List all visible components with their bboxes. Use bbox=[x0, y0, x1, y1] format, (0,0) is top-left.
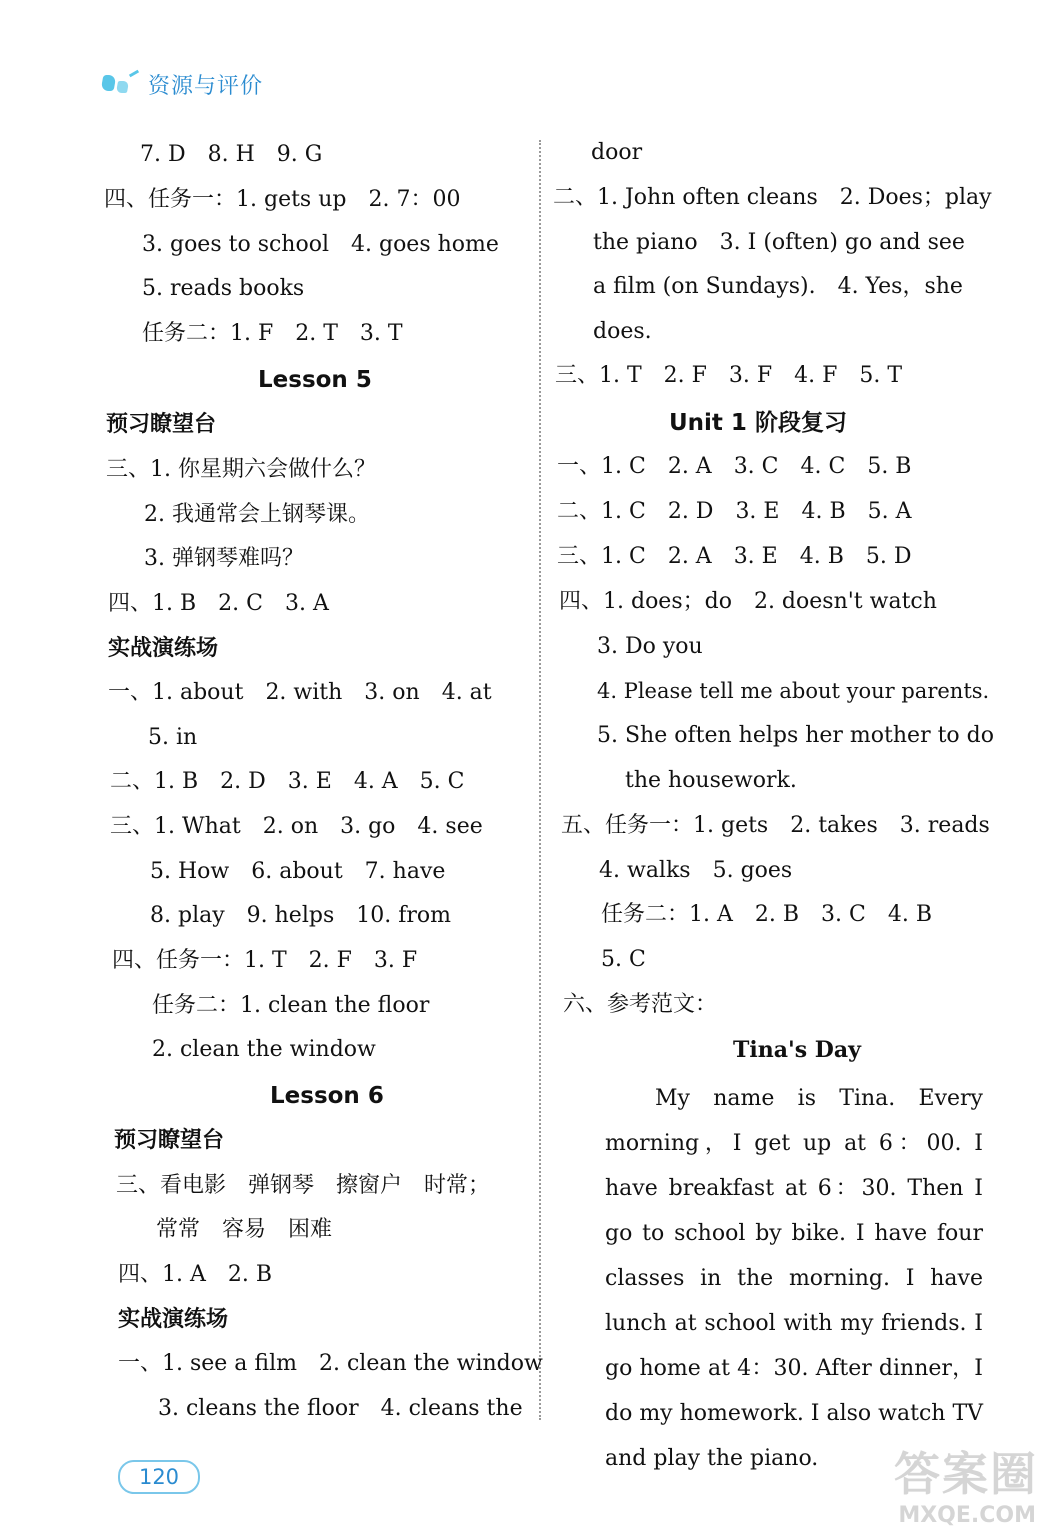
answer-line: 3. goes to school 4. goes home bbox=[142, 232, 499, 257]
answer-line: 5. reads books bbox=[142, 276, 305, 301]
watermark-url: MXQE.COM bbox=[898, 1503, 1036, 1528]
answer-line: the piano 3. I (often) go and see bbox=[593, 230, 965, 255]
answer-line: 一、1. about 2. with 3. on 4. at bbox=[108, 680, 492, 705]
watermark-text: 答案圈 bbox=[894, 1447, 1038, 1501]
section-heading: 预习瞭望台 bbox=[106, 412, 217, 437]
page-number bbox=[118, 1460, 200, 1494]
answer-line: 四、1. does；do 2. doesn't watch bbox=[559, 589, 937, 614]
unit-review-heading: Unit 1 阶段复习 bbox=[669, 410, 847, 436]
answer-line: 四、任务一：1. gets up 2. 7：00 bbox=[104, 187, 461, 212]
lesson-heading: Lesson 5 bbox=[258, 367, 372, 393]
answer-line: 三、1. C 2. A 3. E 4. B 5. D bbox=[557, 544, 912, 569]
answer-line: the housework. bbox=[625, 768, 797, 793]
answer-line: 3. cleans the floor 4. cleans the bbox=[158, 1396, 523, 1421]
header-title: 资源与评价 bbox=[148, 73, 264, 99]
answer-line: 2. 我通常会上钢琴课。 bbox=[144, 502, 370, 527]
answer-line: 3. 弹钢琴难吗？ bbox=[144, 546, 304, 571]
site-watermark bbox=[860, 1438, 1038, 1528]
section-heading: 实战演练场 bbox=[108, 636, 219, 661]
lesson-heading: Lesson 6 bbox=[270, 1083, 384, 1109]
answer-line: 任务二：1. F 2. T 3. T bbox=[142, 321, 403, 346]
answer-line: 5. in bbox=[148, 725, 198, 750]
answer-line: 五、任务一：1. gets 2. takes 3. reads bbox=[561, 813, 990, 838]
answer-line: 7. D 8. H 9. G bbox=[140, 142, 323, 167]
book-logo-icon bbox=[100, 69, 142, 99]
answer-line: 5. She often helps her mother to do bbox=[597, 723, 994, 748]
answer-line: 常常 容易 困难 bbox=[156, 1217, 333, 1242]
section-heading: 预习瞭望台 bbox=[114, 1128, 225, 1153]
answer-line: 任务二：1. A 2. B 3. C 4. B bbox=[601, 902, 932, 927]
answer-line: a film (on Sundays). 4. Yes，she bbox=[593, 274, 963, 299]
answer-line: 3. Do you bbox=[597, 634, 703, 659]
answer-line: 一、1. see a film 2. clean the window bbox=[118, 1351, 543, 1376]
essay-text: My name is Tina. Every morning，I get up at 6：00. I have breakfast at 6：30. Then I go to school by bike. I have four classes in the morning. I have lunch at school with my friends. I go home at 4：30. After dinner，I do my homework. I also watch TV and play the piano. bbox=[605, 1086, 984, 1471]
answer-line: 二、1. John often cleans 2. Does；play bbox=[553, 185, 992, 210]
answer-line: 二、1. B 2. D 3. E 4. A 5. C bbox=[110, 769, 465, 794]
answer-line: 三、1. What 2. on 3. go 4. see bbox=[110, 814, 483, 839]
answer-line: does. bbox=[593, 319, 652, 344]
answer-line: 4. Please tell me about your parents. bbox=[597, 679, 990, 703]
essay-title: Tina's Day bbox=[733, 1037, 861, 1063]
answer-line: 四、任务一：1. T 2. F 3. F bbox=[112, 948, 418, 973]
answer-line: 四、1. A 2. B bbox=[118, 1262, 273, 1287]
answer-line: 8. play 9. helps 10. from bbox=[150, 903, 451, 928]
answer-line: 2. clean the window bbox=[152, 1037, 376, 1062]
answer-line: 5. How 6. about 7. have bbox=[150, 859, 446, 884]
answer-line: 三、看电影 弹钢琴 擦窗户 时常； bbox=[116, 1173, 491, 1198]
answer-line: 二、1. C 2. D 3. E 4. B 5. A bbox=[557, 499, 912, 524]
answer-line: 四、1. B 2. C 3. A bbox=[108, 591, 329, 616]
answer-line: door bbox=[591, 140, 643, 165]
answer-line: 4. walks 5. goes bbox=[599, 858, 793, 883]
section-heading: 实战演练场 bbox=[118, 1307, 229, 1332]
model-essay bbox=[605, 1076, 983, 1481]
answer-line: 5. C bbox=[601, 947, 646, 972]
answer-line: 六、参考范文： bbox=[563, 992, 718, 1017]
answer-line: 三、1. T 2. F 3. F 4. F 5. T bbox=[555, 363, 903, 388]
column-divider bbox=[539, 140, 541, 1420]
answer-line: 一、1. C 2. A 3. C 4. C 5. B bbox=[557, 454, 912, 479]
page-number-label: 120 bbox=[138, 1465, 180, 1489]
answer-line: 任务二：1. clean the floor bbox=[152, 993, 430, 1018]
page-header bbox=[100, 66, 263, 102]
answer-line: 三、1. 你星期六会做什么？ bbox=[106, 457, 376, 482]
